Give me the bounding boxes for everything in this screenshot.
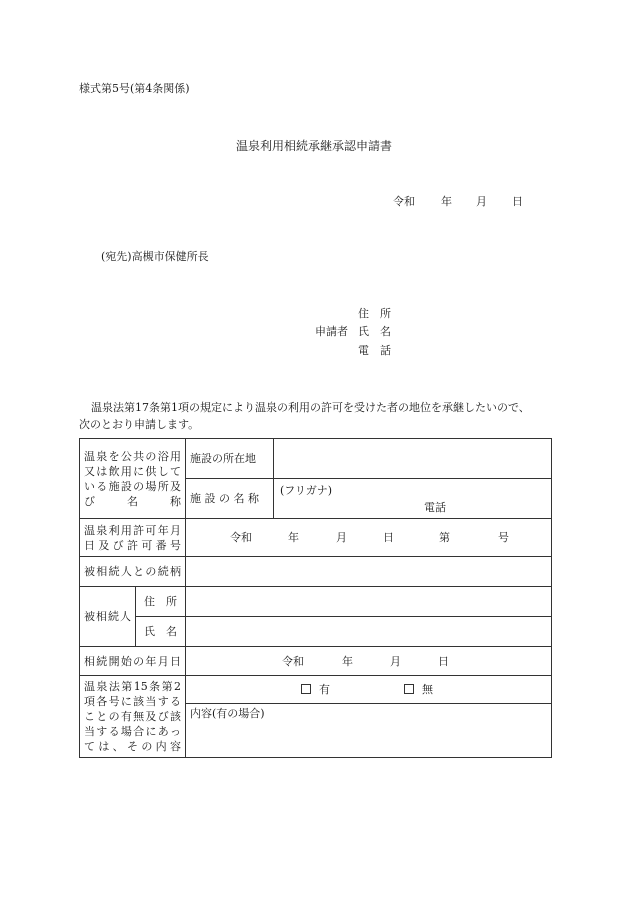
permit-month: 月 — [336, 531, 347, 544]
article15-options — [186, 676, 552, 704]
applicant-phone-label: 電 話 — [358, 344, 391, 357]
permit-day: 日 — [383, 531, 394, 544]
facility-label: 温泉を公共の浴用又は飲用に供している施設の場所及び名称 — [80, 439, 186, 519]
option-no[interactable] — [404, 682, 433, 697]
decedent-label: 被相続人 — [80, 587, 136, 647]
content-label: 内容(有の場合) — [190, 707, 265, 720]
checkbox-yes-icon[interactable] — [301, 684, 311, 694]
decedent-address-field[interactable] — [186, 587, 552, 617]
body-text-line1: 温泉法第17条第1項の規定により温泉の利用の許可を受けた者の地位を承継したいので、 — [91, 401, 530, 414]
option-no-label: 無 — [422, 683, 433, 696]
applicant-address-label: 住 所 — [358, 307, 391, 320]
form-number: 様式第5号(第4条関係) — [79, 82, 190, 95]
decedent-name-label: 氏 名 — [136, 617, 186, 647]
inheritance-date-field[interactable] — [186, 647, 552, 676]
facility-name-label: 施 設 の 名 称 — [186, 479, 274, 519]
decedent-address-label: 住 所 — [136, 587, 186, 617]
addressee: (宛先)高槻市保健所長 — [101, 250, 209, 263]
article15-content-field[interactable] — [186, 704, 552, 758]
applicant-name-label: 氏 名 — [358, 325, 391, 338]
document-title: 温泉利用相続承継承認申請書 — [236, 139, 393, 153]
permit-era: 令和 — [230, 531, 252, 544]
facility-location-field[interactable] — [274, 439, 552, 479]
facility-location-label: 施設の所在地 — [186, 439, 274, 479]
applicant-label: 申請者 — [315, 325, 348, 338]
inheritance-month: 月 — [390, 655, 401, 668]
option-yes[interactable] — [301, 682, 330, 697]
inheritance-era: 令和 — [282, 655, 304, 668]
permit-field[interactable] — [186, 519, 552, 557]
date-month: 月 — [476, 195, 487, 208]
inheritance-date-label: 相続開始の年月日 — [80, 647, 186, 676]
permit-label: 温泉利用許可年月日及び許可番号 — [80, 519, 186, 557]
article15-label: 温泉法第15条第2項各号に該当することの有無及び該当する場合にあっては、その内容 — [80, 676, 186, 758]
inheritance-year: 年 — [342, 655, 353, 668]
relation-label: 被相続人との続柄 — [80, 557, 186, 587]
facility-phone-label: 電話 — [424, 501, 446, 514]
body-text-line2: 次のとおり申請します。 — [79, 418, 200, 431]
permit-number-prefix: 第 — [439, 531, 450, 544]
date-year: 年 — [441, 195, 452, 208]
permit-year: 年 — [288, 531, 299, 544]
facility-name-field[interactable] — [274, 479, 552, 519]
decedent-name-field[interactable] — [186, 617, 552, 647]
relation-field[interactable] — [186, 557, 552, 587]
inheritance-day: 日 — [438, 655, 449, 668]
date-era: 令和 — [393, 195, 415, 208]
application-form-table — [79, 438, 552, 758]
date-day: 日 — [512, 195, 523, 208]
furigana-label: (フリガナ) — [280, 484, 333, 497]
permit-number-suffix: 号 — [498, 531, 509, 544]
checkbox-no-icon[interactable] — [404, 684, 414, 694]
option-yes-label: 有 — [319, 683, 330, 696]
